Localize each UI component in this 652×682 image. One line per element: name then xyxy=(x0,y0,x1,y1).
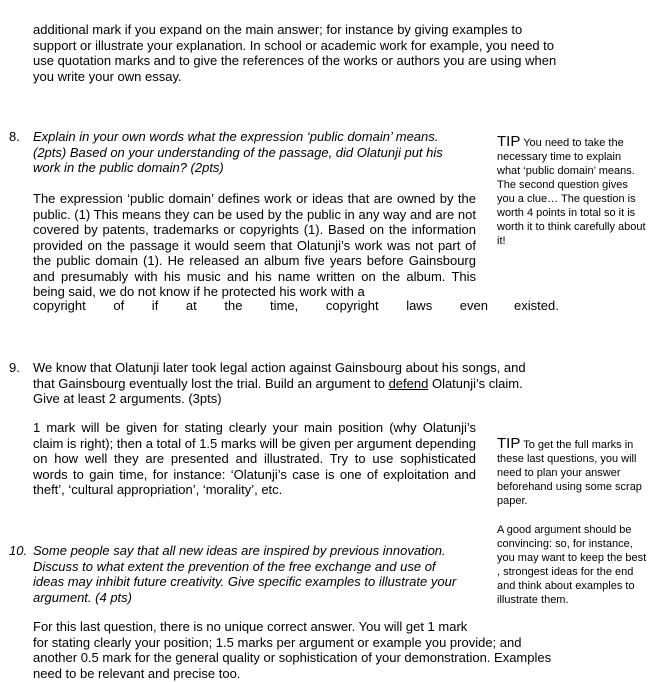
question-9-answer xyxy=(33,420,476,498)
question-9-tip-2: A good argument should be convincing: so, for instance, you may want to keep the best , strongest ideas for the end and think about examples to illustrate them. xyxy=(497,524,647,606)
tip-text: You need to take the necessary time to explain what ‘public domain’ means. The second question gives you a clue… The question is worth 4 points in total so it is worth it to think carefully about it! xyxy=(497,137,646,247)
tip-label: TIP xyxy=(497,435,521,452)
question-10-number: 10. xyxy=(9,543,28,558)
question-8-number: 8. xyxy=(9,129,20,144)
question-fragment: Olatunji’s claim. xyxy=(431,375,523,391)
question-fragment: that Gainsbourg eventually lost the trial. Build an argument to xyxy=(33,375,385,391)
intro-line: you write your own essay. xyxy=(33,68,182,84)
intro-paragraph xyxy=(33,22,573,84)
question-line: Some people say that all new ideas are inspired by previous innovation. xyxy=(33,543,446,558)
intro-line: use quotation marks and to give the references of the works or authors you are using when xyxy=(33,53,557,68)
question-8-answer xyxy=(33,191,476,300)
answer-line: For this last question, there is no unique correct answer. You will get 1 mark xyxy=(33,619,468,634)
question-9-tip xyxy=(497,437,647,508)
question-8-tip xyxy=(497,135,647,248)
question-line: ideas may inhibit future creativity. Give specific examples to illustrate your xyxy=(33,574,457,589)
tip-label: TIP xyxy=(497,133,521,150)
question-line: We know that Olatunji later took legal action against Gainsbourg about his songs, and xyxy=(33,360,526,375)
question-line xyxy=(33,376,573,392)
answer-line: another 0.5 mark for the general quality or sophistication of your demonstration. Examples xyxy=(33,650,552,665)
intro-line: support or illustrate your explanation. In school or academic work for example, you need to xyxy=(33,37,554,53)
defend-underlined: defend xyxy=(388,375,429,391)
answer-line: need to be relevant and precise too. xyxy=(33,665,241,681)
tip-text: To get the full marks in these last questions, you will need to plan your answer beforehand using some scrap paper. xyxy=(497,439,642,507)
question-9-text xyxy=(33,360,573,407)
question-9-number: 9. xyxy=(9,360,20,375)
answer-text: The expression ‘public domain’ defines work or ideas that are owned by the public. (1) This means they can be used by the public in any way and are not covered by patents, trademarks or copyrights (1). Based on the information provided on the passage it would seem that Olatunji’s work was not part of the public domain (1). He released an album five years before Gainsbourg and presumably with his music and his name written on the album. This being said, we do not know if he protected his work with a xyxy=(33,191,476,299)
question-8-text xyxy=(33,129,483,176)
intro-line: additional mark if you expand on the main answer; for instance by giving examples to xyxy=(33,22,523,37)
answer-line: for stating clearly your position; 1.5 marks per argument or example you provide; and xyxy=(33,634,522,650)
question-line: Give at least 2 arguments. (3pts) xyxy=(33,391,222,406)
question-line: argument. (4 pts) xyxy=(33,589,132,605)
question-8-answer-last-word: existed. xyxy=(514,298,559,313)
question-line: Discuss to what extent the prevention of the free exchange and use of xyxy=(33,558,436,574)
answer-text: 1 mark will be given for stating clearly your main position (why Olatunji’s claim is right); then a total of 1.5 marks will be given per argument depending on how well they are presented and illustrated. Try to use sophisticated words to gain time, for instance: ‘Olatunji’s case is one of exploitation and theft’, ‘cultural appropriation’, ‘morality’, etc. xyxy=(33,420,476,497)
question-line: work in the public domain? (2pts) xyxy=(33,160,224,175)
question-10-answer xyxy=(33,619,593,681)
question-line: (2pts) Based on your understanding of the passage, did Olatunji put his xyxy=(33,144,443,160)
question-8-answer-last-line: copyright of if at the time, copyright laws even xyxy=(33,298,488,313)
question-10-text xyxy=(33,543,483,605)
question-line: Explain in your own words what the expression ‘public domain’ means. xyxy=(33,129,439,144)
